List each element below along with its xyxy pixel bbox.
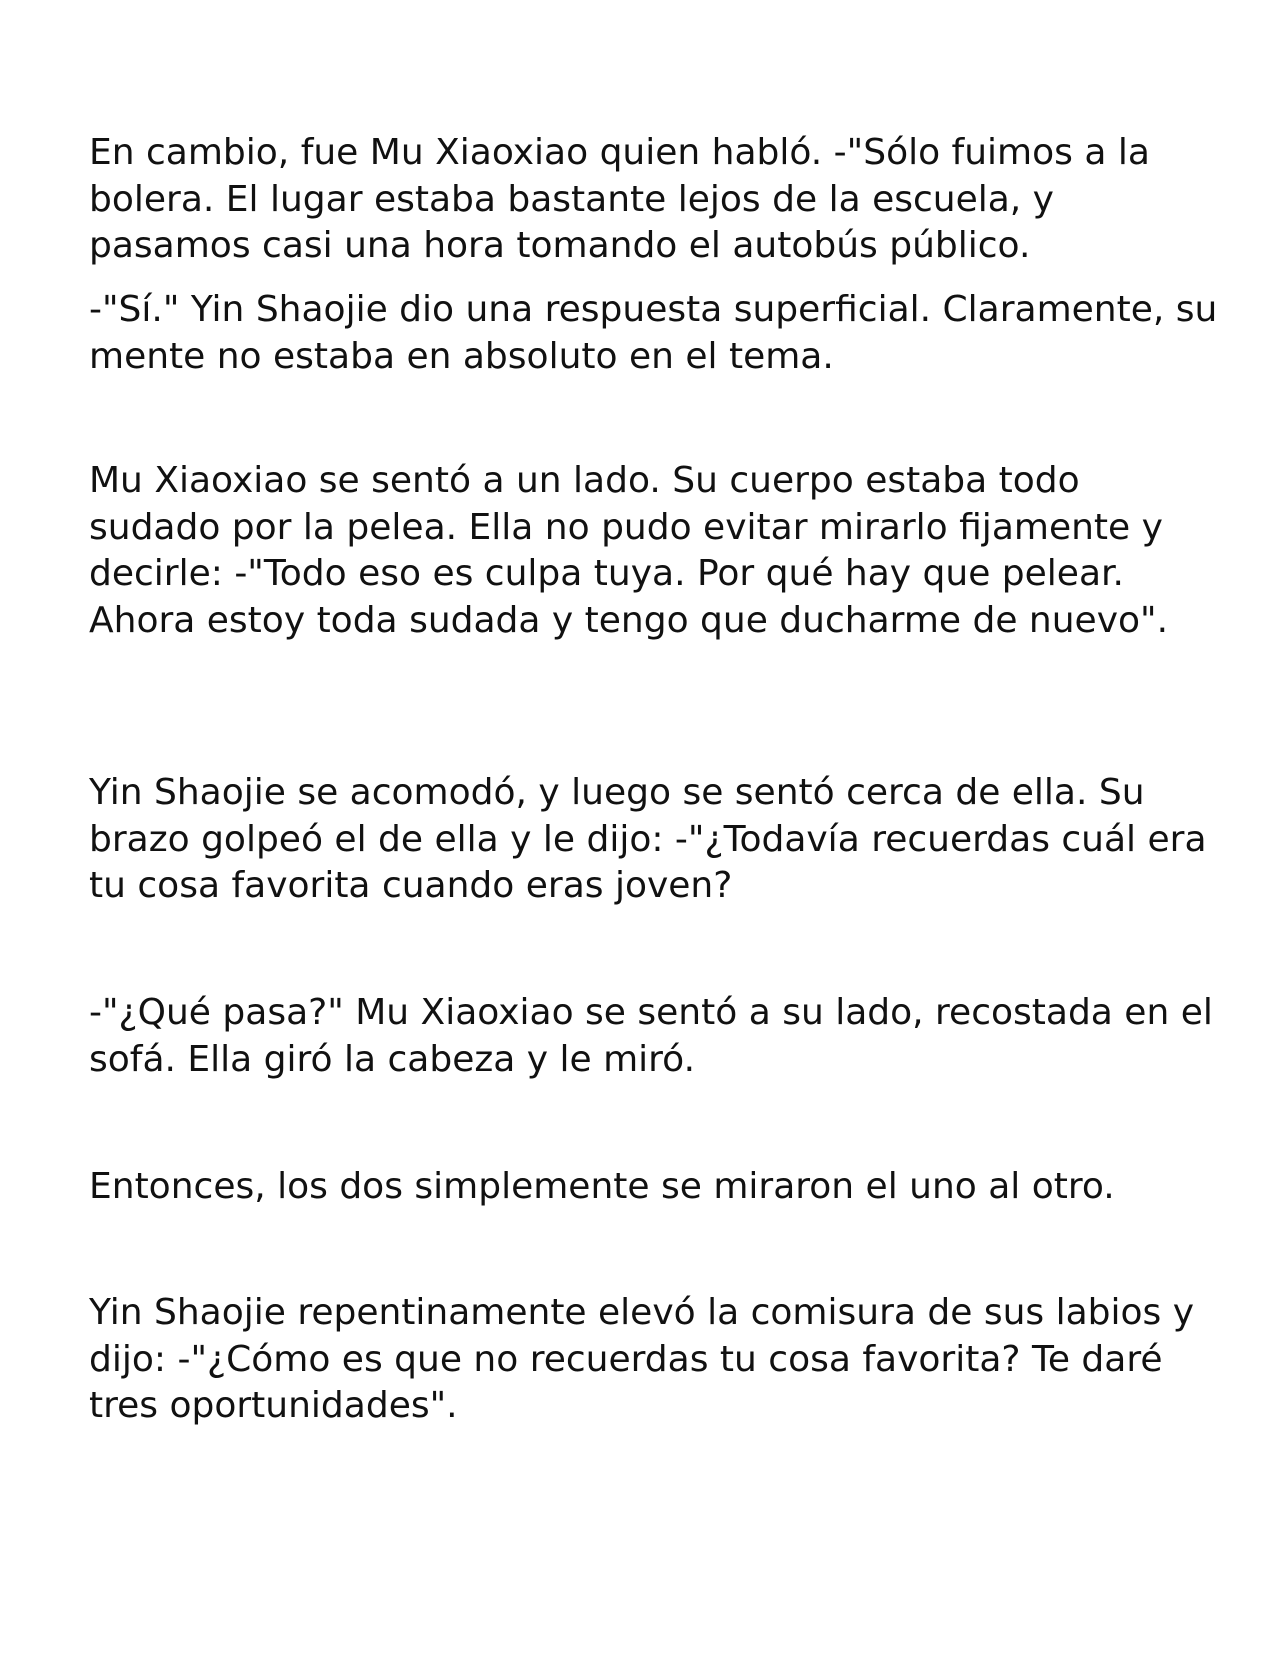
paragraph: Entonces, los dos simplemente se miraron el uno al otro.: [89, 1166, 1115, 1207]
paragraph: -"¿Qué pasa?" Mu Xiaoxiao se sentó a su lado, recostada en el sofá. Ella giró la cabeza y le miró.: [89, 992, 1213, 1080]
paragraph: Yin Shaojie repentinamente elevó la comisura de sus labios y dijo: -"¿Cómo es que no recuerdas tu cosa favorita? Te daré tres oportunidades".: [89, 1292, 1195, 1426]
paragraph: Yin Shaojie se acomodó, y luego se sentó cerca de ella. Su brazo golpeó el de ella y le dijo: -"¿Todavía recuerdas cuál era tu cosa favorita cuando eras joven?: [89, 772, 1207, 906]
paragraph: Mu Xiaoxiao se sentó a un lado. Su cuerpo estaba todo sudado por la pelea. Ella no pudo evitar mirarlo fijamente y decirle: -"Todo eso es culpa tuya. Por qué hay que pelear. Ahora estoy toda sudada y tengo que ducharme de nuevo".: [89, 460, 1169, 641]
paragraph: -"Sí." Yin Shaojie dio una respuesta superficial. Claramente, su mente no estaba en absoluto en el tema.: [89, 289, 1218, 377]
paragraph: En cambio, fue Mu Xiaoxiao quien habló. -"Sólo fuimos a la bolera. El lugar estaba bastante lejos de la escuela, y pasamos casi una hora tomando el autobús público.: [89, 132, 1150, 266]
